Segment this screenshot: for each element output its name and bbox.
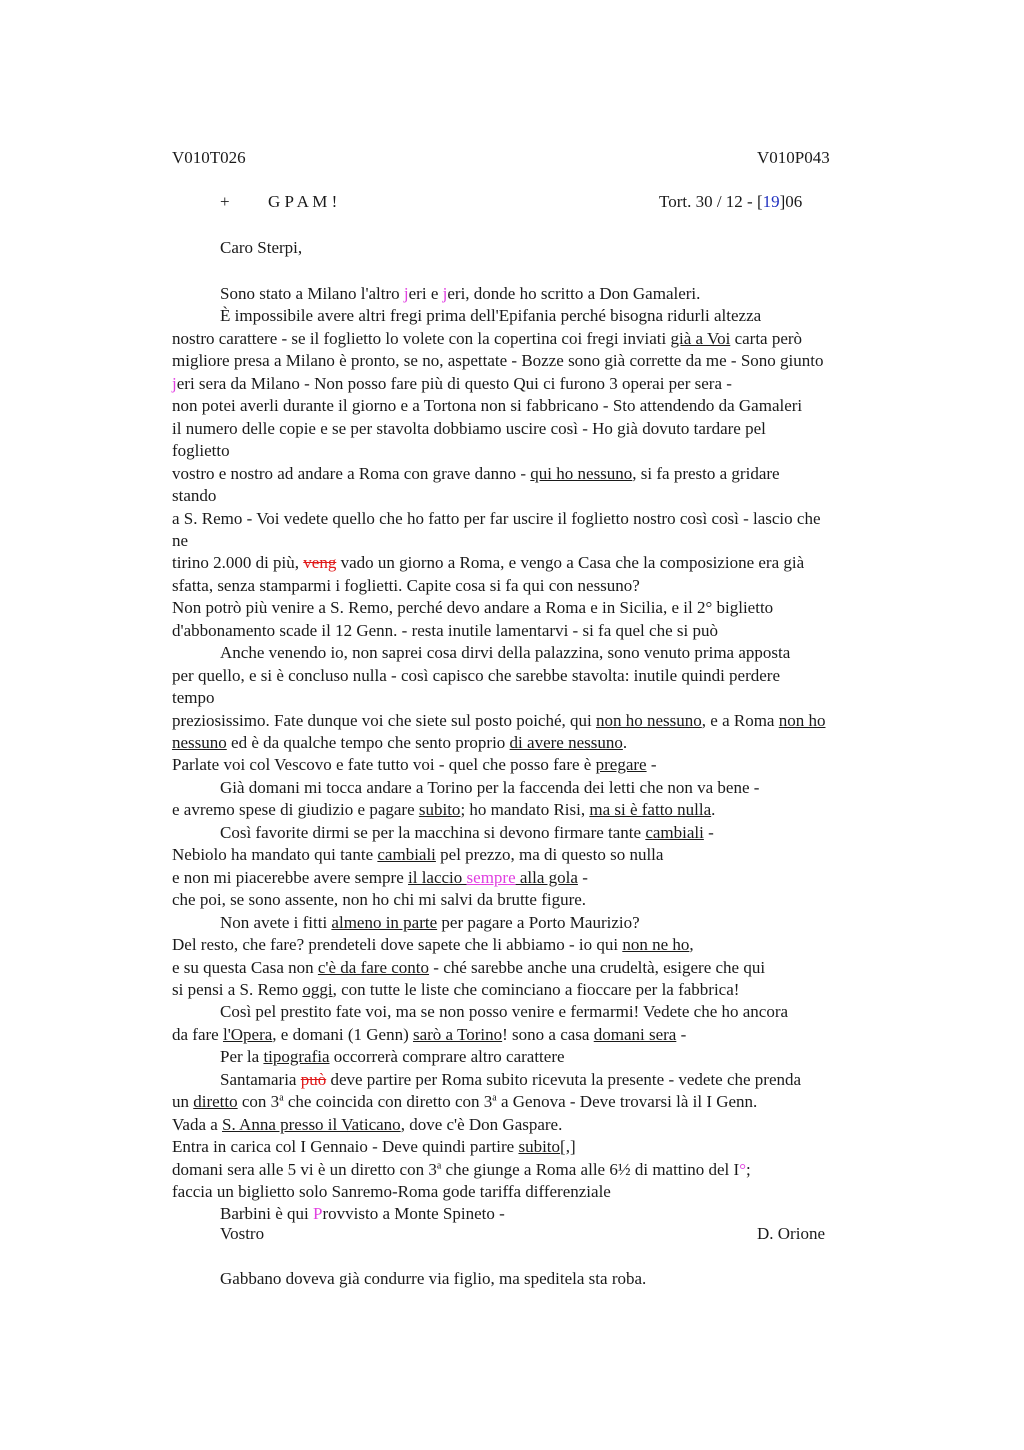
letter-line bbox=[172, 373, 732, 395]
text-segment: , bbox=[689, 935, 694, 954]
text-segment: Anche venendo io, non saprei cosa dirvi della palazzina, sono venuto prima apposta bbox=[220, 643, 791, 662]
editorial-correction: j bbox=[403, 284, 409, 303]
text-segment: ! sono a casa bbox=[502, 1025, 594, 1044]
text-segment: da fare bbox=[172, 1025, 223, 1044]
text-segment: sfatta, senza stamparmi i foglietti. Capite cosa si fa qui con nessuno? bbox=[172, 576, 640, 595]
text-segment: [,] bbox=[560, 1137, 576, 1156]
text-segment: nostro carattere - se il foglietto lo volete con la copertina coi fregi inviati bbox=[172, 329, 671, 348]
letter-line bbox=[220, 1001, 788, 1023]
text-segment: Sono stato a Milano l'altro bbox=[220, 284, 404, 303]
date-century: 19 bbox=[762, 192, 780, 211]
editorial-correction: sempre bbox=[466, 868, 516, 887]
letter-line bbox=[172, 1181, 611, 1203]
header-cross: + bbox=[220, 192, 230, 211]
text-segment: Barbini è qui bbox=[220, 1204, 314, 1223]
letter-line bbox=[172, 732, 627, 754]
superscript: a bbox=[492, 1092, 497, 1104]
letter-line bbox=[220, 912, 640, 934]
text-segment: ; ho mandato Risi, bbox=[460, 800, 590, 819]
letter-line bbox=[172, 1024, 686, 1046]
text-segment: deve partire per Roma subito ricevuta la presente - vedete che prenda bbox=[326, 1070, 802, 1089]
text-segment: Non potrò più venire a S. Remo, perché devo andare a Roma e in Sicilia, e il 2° biglietto bbox=[172, 598, 774, 617]
underlined-text: ma si è fatto nulla bbox=[589, 800, 712, 819]
text-segment: , e a Roma bbox=[701, 711, 779, 730]
underlined-text: subito bbox=[418, 800, 461, 819]
letter-line bbox=[172, 575, 640, 597]
letter-line bbox=[172, 844, 663, 866]
letter-line bbox=[220, 822, 714, 844]
editorial-correction: j bbox=[442, 284, 448, 303]
text-segment: tempo bbox=[172, 688, 215, 707]
superscript: a bbox=[279, 1092, 284, 1104]
text-segment: Così pel prestito fate voi, ma se non posso venire e fermarmi! Vedete che ho ancora bbox=[220, 1002, 789, 1021]
letter-line bbox=[220, 283, 700, 305]
text-segment: che coincida con diretto con 3 bbox=[283, 1092, 493, 1111]
letter-line bbox=[172, 1136, 576, 1158]
letter-line bbox=[172, 1114, 562, 1136]
letter-line bbox=[220, 1069, 801, 1091]
text-segment: Per la bbox=[220, 1047, 264, 1066]
underlined-text: c'è da fare conto bbox=[317, 958, 430, 977]
text-segment: , si fa presto a gridare bbox=[632, 464, 780, 483]
text-segment: Parlate voi col Vescovo e fate tutto voi - quel che posso fare è bbox=[172, 755, 596, 774]
text-segment: , e domani (1 Genn) bbox=[272, 1025, 413, 1044]
text-segment: faccia un biglietto solo Sanremo-Roma gode tariffa differenziale bbox=[172, 1182, 611, 1201]
text-segment: È impossibile avere altri fregi prima dell'Epifania perché bisogna ridurli altezza bbox=[220, 306, 762, 325]
underlined-text: tipografia bbox=[263, 1047, 330, 1066]
text-segment: con 3 bbox=[237, 1092, 280, 1111]
letter-date bbox=[659, 191, 802, 213]
text-segment: e non mi piacerebbe avere sempre bbox=[172, 868, 408, 887]
letter-line bbox=[220, 777, 759, 799]
underlined-text: nessuno bbox=[172, 733, 227, 752]
letter-line bbox=[172, 710, 825, 732]
text-segment: non potei averli durante il giorno e a Tortona non si fabbricano - Sto attendendo da Gamaleri bbox=[172, 396, 803, 415]
text-segment: Non avete i fitti bbox=[220, 913, 332, 932]
letter-line bbox=[172, 530, 188, 552]
text-segment: - bbox=[703, 823, 714, 842]
text-segment: preziosissimo. Fate dunque voi che siete sul posto poiché, qui bbox=[172, 711, 596, 730]
text-segment: eri sera da Milano - Non posso fare più di questo Qui ci furono 3 operai per sera - bbox=[176, 374, 732, 393]
text-segment: che poi, se sono assente, non ho chi mi salvi da brutte figure. bbox=[172, 890, 587, 909]
letter-line bbox=[172, 867, 588, 889]
text-segment: che giunge a Roma alle 6½ di mattino del I bbox=[441, 1160, 740, 1179]
underlined-text: non ho nessuno bbox=[596, 711, 702, 730]
text-segment: Così favorite dirmi se per la macchina si devono firmare tante bbox=[220, 823, 646, 842]
letter-line bbox=[220, 642, 790, 664]
text-segment: stando bbox=[172, 486, 217, 505]
text-segment: vado un giorno a Roma, e vengo a Casa che la composizione era già bbox=[336, 553, 805, 572]
letter-line bbox=[172, 979, 739, 1001]
letter-line bbox=[220, 1046, 565, 1068]
text-segment: a S. Remo - Voi vedete quello che ho fatto per far uscire il foglietto nostro così così - lascio che bbox=[172, 509, 821, 528]
deleted-text: può bbox=[300, 1070, 327, 1089]
text-segment: un bbox=[172, 1092, 194, 1111]
underlined-text: almeno in parte bbox=[331, 913, 438, 932]
underlined-text: non ne ho bbox=[622, 935, 690, 954]
letter-line bbox=[172, 957, 765, 979]
editorial-correction: P bbox=[313, 1204, 323, 1223]
text-segment: eri e bbox=[408, 284, 443, 303]
text-segment: . bbox=[711, 800, 716, 819]
header-motto: G P A M ! bbox=[268, 192, 338, 211]
text-segment: e su questa Casa non bbox=[172, 958, 318, 977]
editorial-correction: ° bbox=[739, 1160, 746, 1179]
text-segment: - bbox=[646, 755, 657, 774]
text-segment: - bbox=[676, 1025, 687, 1044]
letter-line bbox=[172, 597, 773, 619]
text-segment: , con tutte le liste che cominciano a fioccare per la fabbrica! bbox=[332, 980, 740, 999]
text-segment: il numero delle copie e se per stavolta dobbiamo uscire così - Ho già dovuto tardare pel bbox=[172, 419, 766, 438]
letter-line bbox=[172, 508, 821, 530]
editorial-correction: j bbox=[172, 374, 177, 393]
underlined-text: cambiali bbox=[645, 823, 704, 842]
letter-line bbox=[172, 799, 715, 821]
letter-line bbox=[172, 463, 780, 485]
underlined-text: non ho bbox=[778, 711, 826, 730]
underlined-text: già a Voi bbox=[670, 329, 731, 348]
letter-line bbox=[172, 552, 804, 574]
text-segment: carta però bbox=[730, 329, 803, 348]
letter-line bbox=[172, 754, 657, 776]
text-segment: si pensi a S. Remo bbox=[172, 980, 303, 999]
text-segment: per pagare a Porto Maurizio? bbox=[437, 913, 640, 932]
text-segment: - ché sarebbe anche una crudeltà, esigere che qui bbox=[429, 958, 766, 977]
letter-line bbox=[172, 328, 802, 350]
text-segment: Già domani mi tocca andare a Torino per la faccenda dei letti che non va bene - bbox=[220, 778, 760, 797]
letter-line bbox=[172, 440, 230, 462]
date-suffix: ]06 bbox=[779, 192, 803, 211]
text-segment: ne bbox=[172, 531, 189, 550]
deleted-text: veng bbox=[303, 553, 337, 572]
document-code-right: V010P043 bbox=[757, 148, 830, 167]
letter-line bbox=[172, 687, 215, 709]
letter-line bbox=[172, 1091, 757, 1113]
underlined-text: pregare bbox=[595, 755, 647, 774]
text-segment: per quello, e si è concluso nulla - così capisco che sarebbe stavolta: inutile quindi perdere bbox=[172, 666, 781, 685]
date-prefix: Tort. 30 / 12 - [ bbox=[659, 192, 763, 211]
text-segment: vostro e nostro ad andare a Roma con grave danno - bbox=[172, 464, 531, 483]
underlined-text: il laccio bbox=[408, 868, 467, 887]
underlined-text: S. Anna presso il Vaticano bbox=[222, 1115, 401, 1134]
letter-line bbox=[172, 620, 718, 642]
letter-line bbox=[172, 395, 802, 417]
underlined-text: oggi bbox=[302, 980, 333, 999]
underlined-text: qui ho nessuno bbox=[530, 464, 633, 483]
letter-line bbox=[172, 889, 586, 911]
text-segment: e avremo spese di giudizio e pagare bbox=[172, 800, 419, 819]
text-segment: Del resto, che fare? prendeteli dove sapete che li abbiamo - io qui bbox=[172, 935, 623, 954]
text-segment: domani sera alle 5 vi è un diretto con 3 bbox=[172, 1160, 437, 1179]
letter-line bbox=[172, 418, 766, 440]
text-segment: a Genova - Deve trovarsi là il I Genn. bbox=[496, 1092, 758, 1111]
text-segment: , dove c'è Don Gaspare. bbox=[400, 1115, 563, 1134]
letter-line bbox=[172, 350, 823, 372]
underlined-text: diretto bbox=[193, 1092, 238, 1111]
letter-line bbox=[172, 665, 780, 687]
letter-line bbox=[172, 934, 694, 956]
text-segment: Vada a bbox=[172, 1115, 223, 1134]
text-segment: - bbox=[577, 868, 588, 887]
letter-line bbox=[172, 1159, 751, 1181]
text-segment: occorrerà comprare altro carattere bbox=[329, 1047, 565, 1066]
text-segment: tirino 2.000 di più, bbox=[172, 553, 304, 572]
closing: Vostro bbox=[220, 1224, 265, 1243]
letter-line bbox=[172, 485, 216, 507]
underlined-text: cambiali bbox=[377, 845, 436, 864]
letter-line bbox=[220, 305, 761, 327]
underlined-text: alla gola bbox=[515, 868, 578, 887]
underlined-text: l'Opera bbox=[222, 1025, 273, 1044]
signature: D. Orione bbox=[757, 1224, 825, 1243]
letter-line bbox=[220, 1203, 505, 1225]
underlined-text: subito bbox=[518, 1137, 561, 1156]
text-segment: eri, donde ho scritto a Don Gamaleri. bbox=[447, 284, 701, 303]
document-code-left: V010T026 bbox=[172, 148, 246, 167]
text-segment: ed è da qualche tempo che sento proprio bbox=[226, 733, 510, 752]
superscript: a bbox=[436, 1160, 442, 1172]
salutation: Caro Sterpi, bbox=[220, 238, 303, 257]
text-segment: d'abbonamento scade il 12 Genn. - resta inutile lamentarvi - si fa quel che si può bbox=[172, 621, 718, 640]
text-segment: Nebiolo ha mandato qui tante bbox=[172, 845, 378, 864]
text-segment: pel prezzo, ma di questo so nulla bbox=[435, 845, 664, 864]
text-segment: rovvisto a Monte Spineto - bbox=[322, 1204, 505, 1223]
text-segment: Santamaria bbox=[220, 1070, 301, 1089]
underlined-text: domani sera bbox=[593, 1025, 677, 1044]
postscript: Gabbano doveva già condurre via figlio, ma speditela sta roba. bbox=[220, 1269, 647, 1288]
underlined-text: sarò a Torino bbox=[412, 1025, 503, 1044]
text-segment: ; bbox=[746, 1160, 751, 1179]
text-segment: Entra in carica col I Gennaio - Deve quindi partire bbox=[172, 1137, 519, 1156]
text-segment: . bbox=[622, 733, 628, 752]
underlined-text: di avere nessuno bbox=[509, 733, 623, 752]
text-segment: foglietto bbox=[172, 441, 230, 460]
text-segment: migliore presa a Milano è pronto, se no, aspettate - Bozze sono già corrette da me - Sono giunto bbox=[172, 351, 824, 370]
